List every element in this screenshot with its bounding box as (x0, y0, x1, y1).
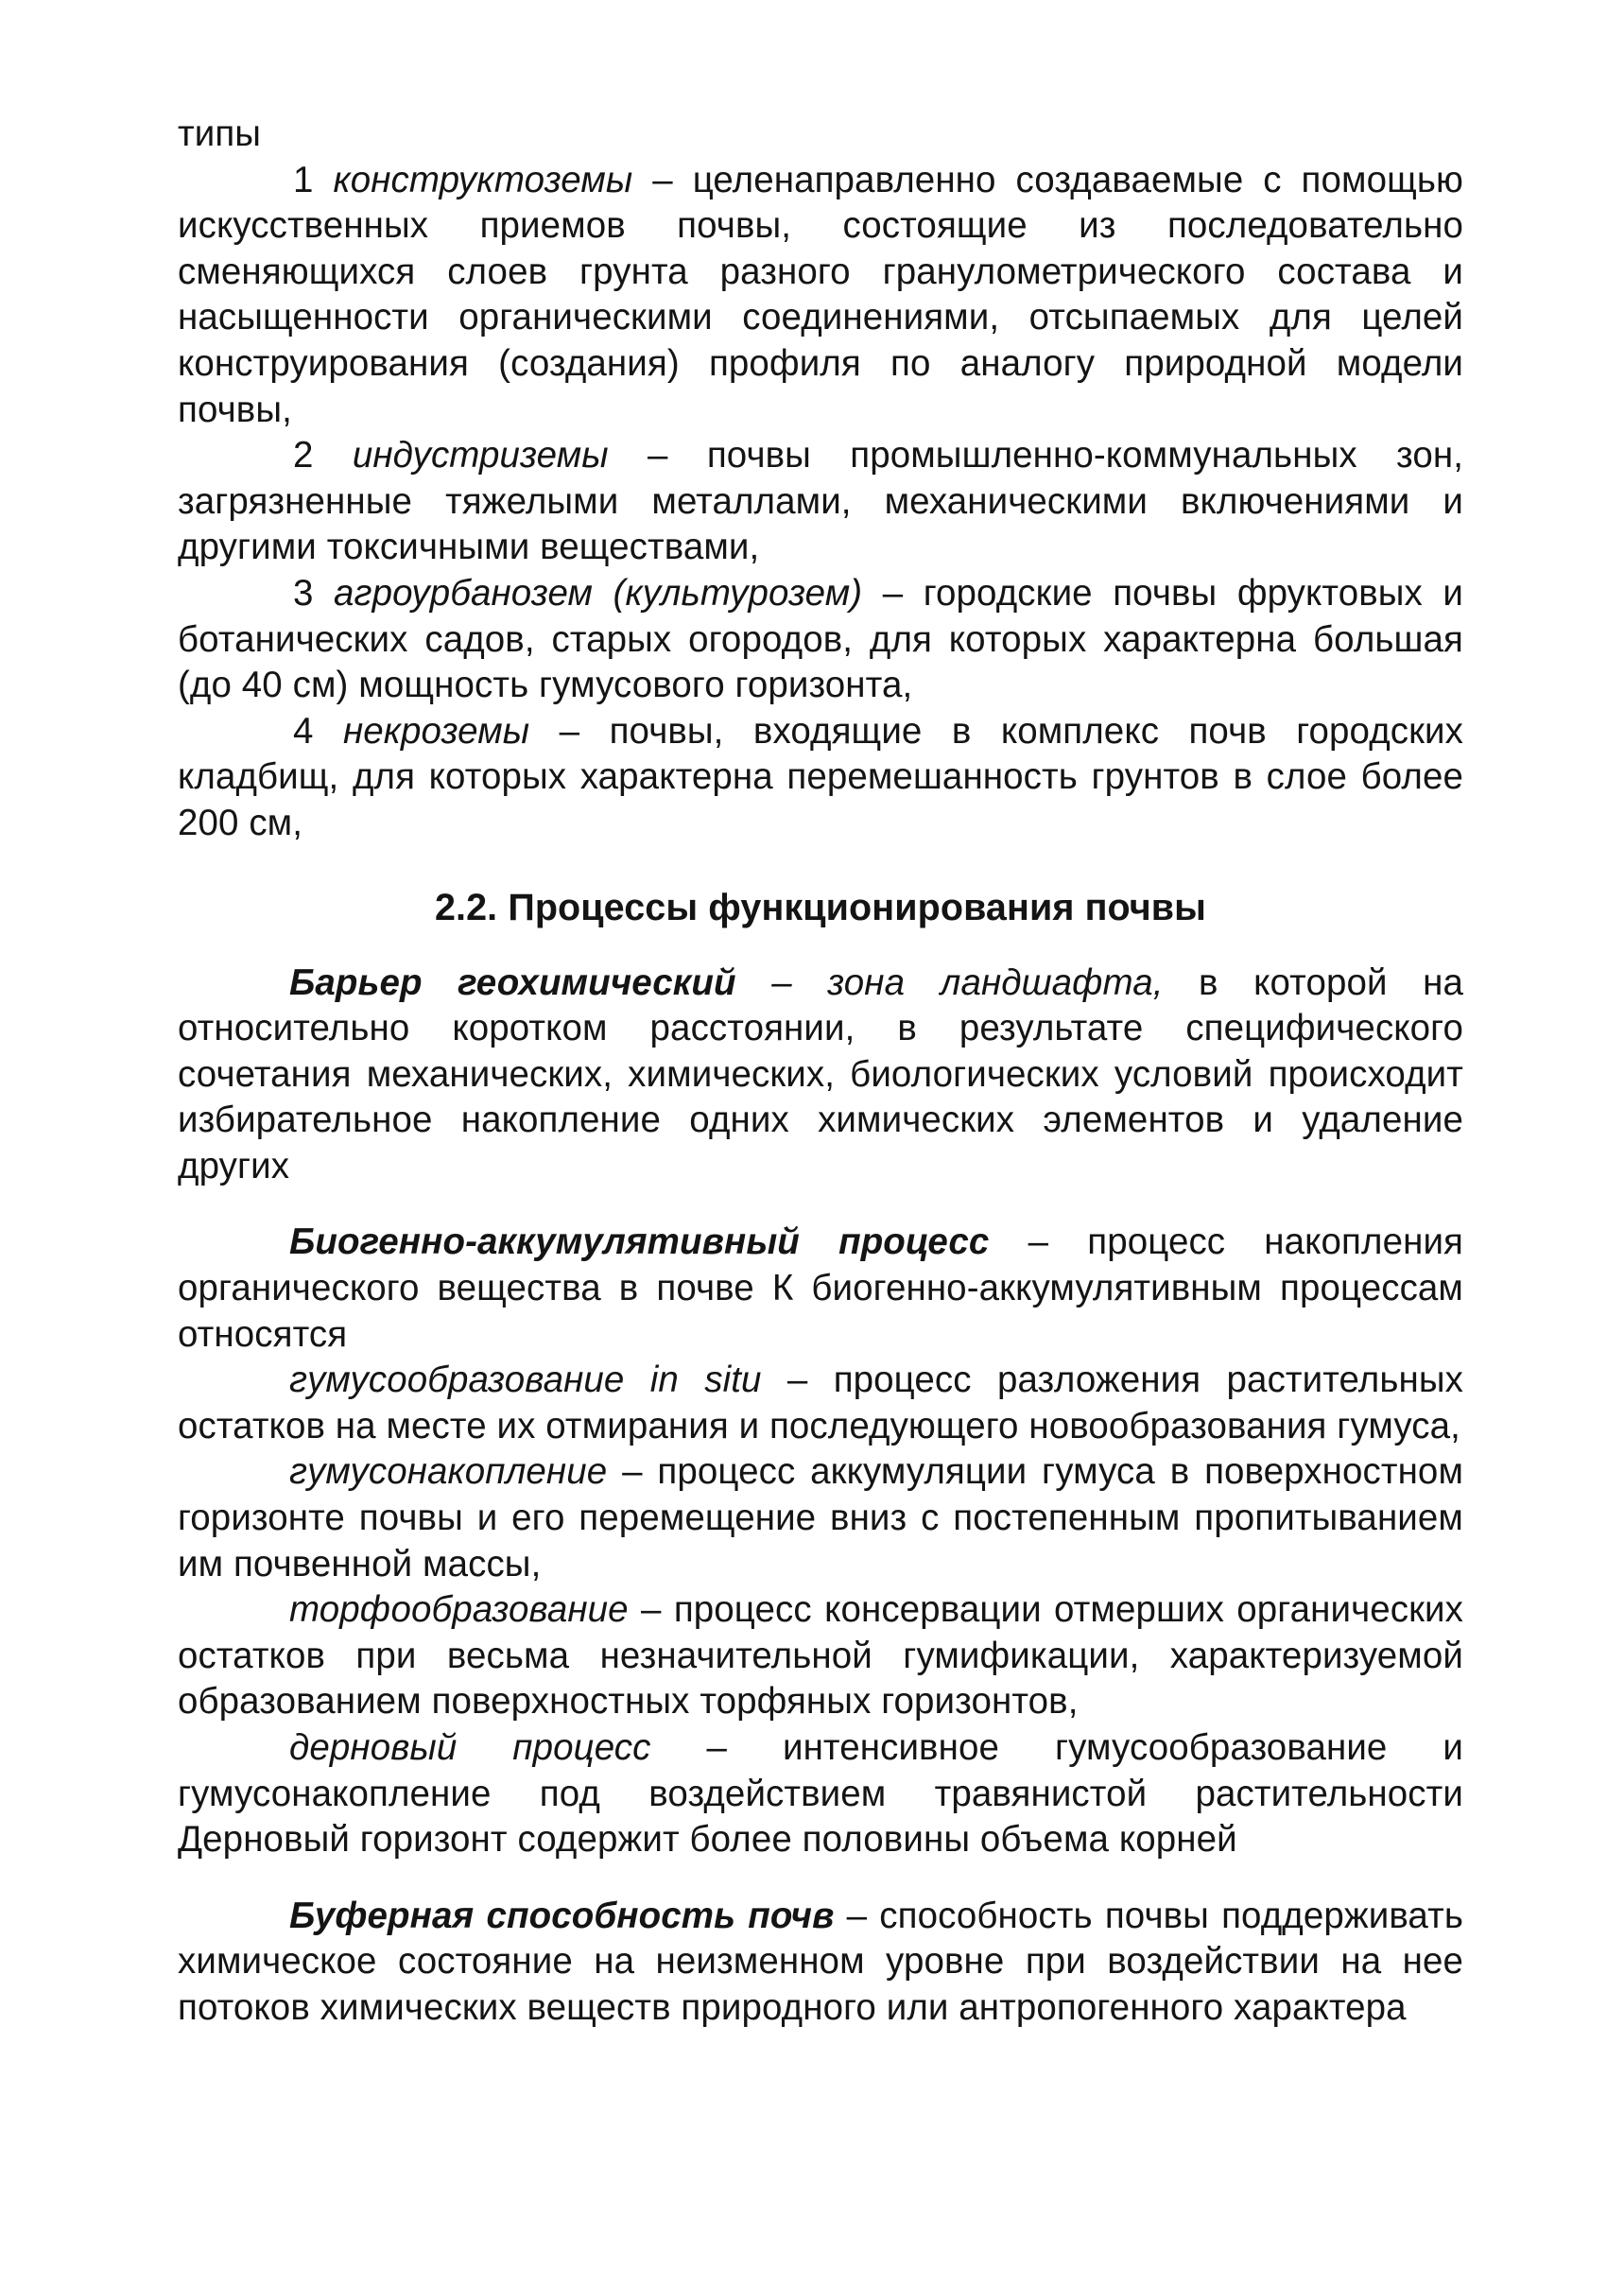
definition-term: Биогенно-аккумулятивный процесс (289, 1221, 990, 1263)
barrier-definition (178, 961, 1463, 1190)
biogenic-subitem (178, 1725, 1463, 1863)
definition-text: в которой на относительно коротком расстоянии, в результате специфического сочетания механических, химических, биологических условий происходит избирательное накопление одних химических элементов и удаление других (178, 961, 1463, 1186)
definition-text: – способность почвы поддерживать химическое состояние на неизменном уровне при воздействии на нее потоков химических веществ природного или антропогенного характера (178, 1895, 1463, 2028)
subitem-text: – процесс разложения растительных остатков на месте их отмирания и последующего новообразования гумуса, (178, 1359, 1463, 1446)
item-term: некроземы (342, 710, 530, 752)
soil-type-item (178, 571, 1463, 709)
definition-term: Буферная способность почв (289, 1895, 835, 1936)
biogenic-subitem (178, 1358, 1463, 1449)
biogenic-definition (178, 1220, 1463, 1358)
soil-type-item (178, 709, 1463, 847)
types-label: типы (178, 113, 262, 154)
item-number: 2 (293, 435, 314, 476)
item-term: агроурбанозем (культурозем) (334, 572, 863, 614)
subitem-term: дерновый процесс (289, 1727, 651, 1768)
item-term: индустриземы (352, 435, 609, 476)
definition-term: Барьер геохимический (289, 961, 736, 1003)
biogenic-subitem (178, 1587, 1463, 1725)
buffer-definition (178, 1894, 1463, 2032)
definition-text: – процесс накопления органического вещества в почве К биогенно-аккумулятивным процессам относятся (178, 1221, 1463, 1355)
page-content (178, 112, 1463, 2032)
item-number: 3 (293, 572, 314, 614)
item-definition: – почвы промышленно-коммунальных зон, загрязненные тяжелыми металлами, механическими включениями и другими токсичными веществами, (178, 435, 1464, 568)
item-definition: – почвы, входящие в комплекс почв городских кладбищ, для которых характерна перемешанность грунтов в слое более 200 см, (178, 710, 1464, 843)
subitem-term: гумусообразование in situ (289, 1359, 762, 1401)
biogenic-subitem (178, 1449, 1463, 1587)
item-definition: – целенаправленно создаваемые с помощью искусственных приемов почвы, состоящие из последовательно сменяющихся слоев грунта разного гранулометрического состава и насыщенности органическими соединениями, отсыпаемых для целей конструирования (создания) профиля по аналогу природной модели почвы, (178, 159, 1463, 430)
item-number: 1 (293, 159, 314, 200)
definition-lead: – зона ландшафта, (771, 961, 1164, 1003)
subitem-term: гумусонакопление (289, 1451, 608, 1493)
subitem-text: – процесс аккумуляции гумуса в поверхностном горизонте почвы и его перемещение вниз с постепенным пропитыванием им почвенной массы, (178, 1451, 1464, 1585)
soil-type-item (178, 433, 1463, 571)
item-number: 4 (293, 710, 314, 752)
subitem-term: торфообразование (289, 1589, 629, 1631)
item-definition: – городские почвы фруктовых и ботанических садов, старых огородов, для которых характерна большая (до 40 см) мощность гумусового горизонта, (178, 572, 1464, 706)
item-term: конструктоземы (333, 159, 633, 200)
subitem-text: – интенсивное гумусообразование и гумусонакопление под воздействием травянистой растительности Дерновый горизонт содержит более половины объема корней (178, 1727, 1464, 1861)
section-heading: 2.2. Процессы функционирования почвы (434, 886, 1207, 928)
subitem-text: – процесс консервации отмерших органических остатков при весьма незначительной гумификации, характеризуемой образованием поверхностных торфяных горизонтов, (178, 1589, 1463, 1723)
soil-type-item (178, 158, 1463, 434)
